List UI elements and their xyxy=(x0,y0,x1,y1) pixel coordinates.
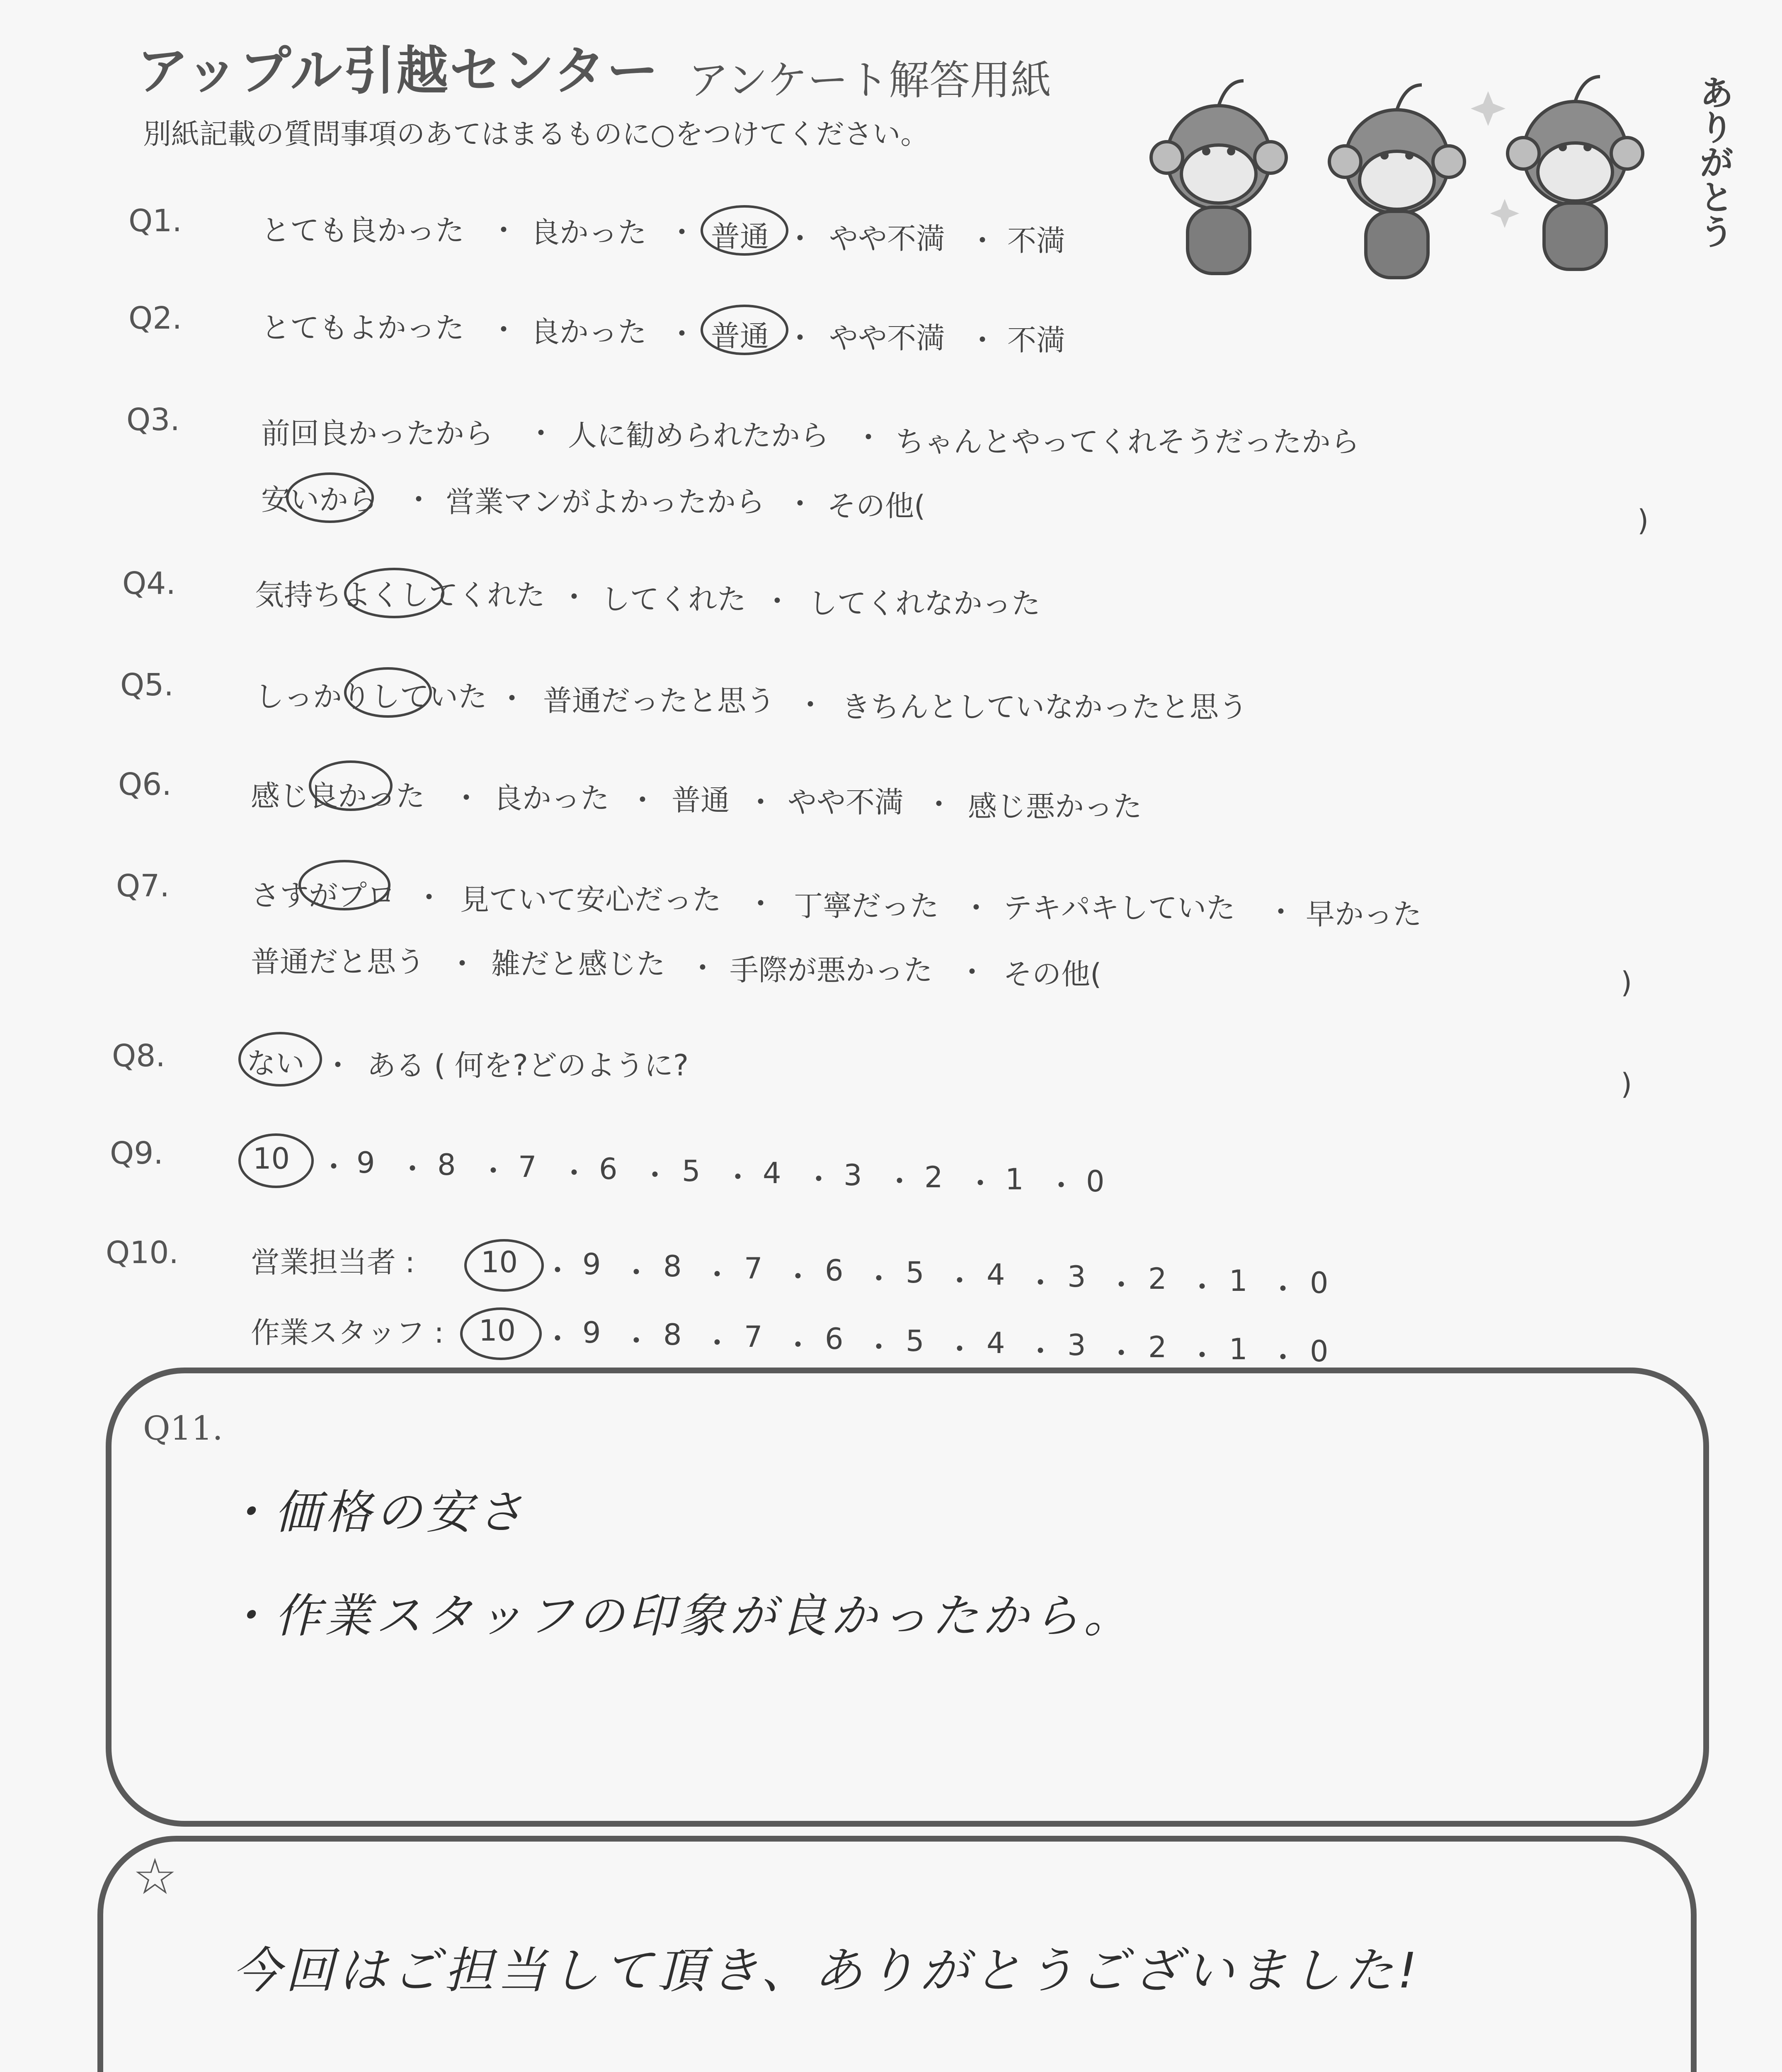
q3-close-paren: ) xyxy=(1637,503,1649,537)
q6-label: Q6. xyxy=(118,767,172,802)
instruction-text: 別紙記載の質問事項のあてはまるものに○をつけてください。 xyxy=(143,118,929,151)
q10-sales-score[interactable]: 0 xyxy=(1310,1266,1329,1300)
q10-staff-score-selected[interactable]: 10 xyxy=(479,1314,516,1348)
q3-option-selected[interactable]: 安いから xyxy=(261,483,377,517)
q2-separator: ・ xyxy=(786,321,815,355)
q9-separator: ・ xyxy=(966,1167,995,1201)
q8-option[interactable]: ある ( 何を?どのように? xyxy=(367,1048,689,1082)
q10-separator: ・ xyxy=(1268,1272,1297,1306)
q3-separator: ・ xyxy=(854,421,883,455)
q6-option[interactable]: 感じ悪かった xyxy=(968,789,1142,823)
q7-separator: ・ xyxy=(448,947,477,981)
q7-option[interactable]: 早かった xyxy=(1306,897,1422,931)
q7-close-paren: ) xyxy=(1621,966,1632,1000)
q2-separator: ・ xyxy=(667,317,696,351)
selection-circle xyxy=(238,1032,322,1087)
q10-staff-score[interactable]: 2 xyxy=(1148,1330,1167,1364)
q10-separator: ・ xyxy=(864,1262,893,1296)
q3-option[interactable]: 営業マンがよかったから xyxy=(446,485,765,519)
q10-staff-score[interactable]: 3 xyxy=(1067,1328,1086,1362)
q1-option[interactable]: とても良かった xyxy=(261,213,464,247)
q1-separator: ・ xyxy=(786,222,815,256)
q1-option[interactable]: 不満 xyxy=(1007,224,1065,258)
q1-separator: ・ xyxy=(968,224,997,258)
q10-sales-score[interactable]: 7 xyxy=(744,1251,763,1285)
q10-sales-score[interactable]: 2 xyxy=(1148,1262,1167,1296)
q10-separator: ・ xyxy=(945,1332,974,1366)
q10-sales-score[interactable]: 1 xyxy=(1229,1264,1248,1298)
q11-answer-line-1: ・価格の安さ xyxy=(224,1486,527,1539)
q1-option[interactable]: 良かった xyxy=(531,215,647,249)
q10-separator: ・ xyxy=(945,1264,974,1298)
q7-option[interactable]: 手際が悪かった xyxy=(730,953,933,987)
q3-separator: ・ xyxy=(404,483,433,517)
q10-staff-score[interactable]: 0 xyxy=(1310,1334,1329,1368)
q9-separator: ・ xyxy=(319,1150,348,1184)
q7-separator: ・ xyxy=(962,891,991,925)
q4-option[interactable]: してくれなかった xyxy=(808,586,1040,620)
q7-option[interactable]: 見ていて安心だった xyxy=(460,883,721,917)
q7-option[interactable]: 普通だと思う xyxy=(251,945,425,979)
q10-separator: ・ xyxy=(703,1326,732,1360)
q9-score[interactable]: 0 xyxy=(1086,1164,1105,1198)
q9-separator: ・ xyxy=(479,1154,508,1188)
q9-score-selected[interactable]: 10 xyxy=(253,1142,290,1176)
form-title: アンケート解答用紙 xyxy=(688,57,1052,104)
q10-sales-score[interactable]: 4 xyxy=(987,1258,1005,1292)
q1-separator: ・ xyxy=(489,213,518,247)
q3-option-other[interactable]: その他( xyxy=(827,489,926,523)
q7-separator: ・ xyxy=(415,881,444,915)
q10-separator: ・ xyxy=(703,1258,732,1292)
q9-score[interactable]: 8 xyxy=(437,1148,456,1182)
q10-separator: ・ xyxy=(1188,1339,1217,1372)
q6-option[interactable]: やや不満 xyxy=(788,785,904,819)
q10-separator: ・ xyxy=(1026,1334,1055,1368)
q4-option[interactable]: してくれた xyxy=(601,582,746,616)
q2-separator: ・ xyxy=(489,313,518,347)
q7-separator: ・ xyxy=(746,887,775,921)
q9-separator: ・ xyxy=(398,1152,427,1186)
q9-separator: ・ xyxy=(723,1160,752,1194)
q7-separator: ・ xyxy=(1266,895,1295,929)
q10-sales-score[interactable]: 5 xyxy=(906,1256,924,1290)
selection-circle xyxy=(298,860,390,910)
q3-label: Q3. xyxy=(126,402,180,438)
q3-option[interactable]: 前回良かったから xyxy=(261,416,493,450)
q10-staff-score[interactable]: 4 xyxy=(987,1326,1005,1360)
q10-staff-score[interactable]: 6 xyxy=(825,1322,844,1356)
q7-option-selected[interactable]: さすがプロ xyxy=(251,879,396,913)
q9-score[interactable]: 6 xyxy=(599,1152,618,1186)
q11-label: Q11. xyxy=(143,1409,223,1447)
q7-separator: ・ xyxy=(958,955,987,989)
q10-staff-score[interactable]: 5 xyxy=(906,1324,924,1358)
q10-staff-score[interactable]: 7 xyxy=(744,1320,763,1354)
selection-circle xyxy=(344,667,432,718)
q6-separator: ・ xyxy=(746,785,775,819)
selection-circle xyxy=(286,472,374,523)
q6-option-selected[interactable]: 感じ良かった xyxy=(251,779,425,813)
q8-separator: ・ xyxy=(323,1048,352,1082)
q2-option[interactable]: やや不満 xyxy=(829,321,945,355)
q10-staff-label: 作業スタッフ : xyxy=(251,1316,444,1350)
q9-score[interactable]: 1 xyxy=(1005,1162,1024,1196)
q10-separator: ・ xyxy=(1188,1270,1217,1304)
q10-label: Q10. xyxy=(106,1235,179,1271)
q2-option[interactable]: 良かった xyxy=(531,315,647,349)
q9-label: Q9. xyxy=(110,1135,163,1171)
q9-score[interactable]: 7 xyxy=(518,1150,537,1184)
q7-option[interactable]: テキパキしていた xyxy=(1003,891,1235,925)
q10-separator: ・ xyxy=(864,1330,893,1364)
selection-circle xyxy=(701,205,788,256)
q9-score[interactable]: 2 xyxy=(924,1160,943,1194)
q5-label: Q5. xyxy=(120,667,174,703)
q10-separator: ・ xyxy=(543,1254,572,1288)
mascot-thanks-text: ありがとう xyxy=(1694,75,1734,249)
q6-option[interactable]: 普通 xyxy=(672,783,730,817)
q10-separator: ・ xyxy=(622,1324,651,1358)
company-name: アップル引越センター xyxy=(137,41,660,101)
q7-separator: ・ xyxy=(688,951,717,985)
selection-circle xyxy=(344,568,444,618)
q5-option[interactable]: 普通だったと思う xyxy=(543,684,775,718)
q9-separator: ・ xyxy=(560,1156,589,1190)
q7-option[interactable]: 丁寧だった xyxy=(794,889,939,923)
q3-option[interactable]: ちゃんとやってくれそうだったから xyxy=(895,425,1360,459)
q2-option-selected[interactable]: 普通 xyxy=(711,319,769,353)
q10-sales-score[interactable]: 6 xyxy=(825,1254,844,1288)
q7-option-other[interactable]: その他( xyxy=(1003,957,1102,991)
q8-option-selected[interactable]: ない xyxy=(247,1046,305,1080)
comment-text: 今回はご担当して頂き、ありがとうございました! xyxy=(232,1942,1421,1999)
q2-option[interactable]: 不満 xyxy=(1007,323,1065,357)
q2-label: Q2. xyxy=(128,300,182,336)
q10-separator: ・ xyxy=(783,1328,812,1362)
q4-separator: ・ xyxy=(560,580,589,614)
q6-separator: ・ xyxy=(452,781,481,815)
q10-separator: ・ xyxy=(1107,1336,1136,1370)
q1-option-selected[interactable]: 普通 xyxy=(711,220,769,254)
q10-separator: ・ xyxy=(783,1260,812,1294)
q9-separator: ・ xyxy=(640,1158,669,1192)
q9-separator: ・ xyxy=(804,1162,833,1196)
q9-separator: ・ xyxy=(1047,1169,1076,1203)
q7-label: Q7. xyxy=(116,868,170,904)
q9-separator: ・ xyxy=(885,1164,914,1198)
q1-option[interactable]: やや不満 xyxy=(829,222,945,256)
q1-separator: ・ xyxy=(667,215,696,249)
q3-option[interactable]: 人に勧められたから xyxy=(568,419,829,453)
q3-separator: ・ xyxy=(526,416,555,450)
star-icon: ☆ xyxy=(133,1848,177,1906)
q10-sales-score[interactable]: 3 xyxy=(1067,1260,1086,1294)
q10-sales-score-selected[interactable]: 10 xyxy=(481,1245,518,1279)
q2-separator: ・ xyxy=(968,323,997,357)
q8-close-paren: ) xyxy=(1621,1067,1632,1101)
q5-option-selected[interactable]: しっかりしていた xyxy=(255,680,487,714)
q3-separator: ・ xyxy=(786,487,815,521)
q8-label: Q8. xyxy=(112,1038,165,1074)
q9-score[interactable]: 3 xyxy=(844,1158,862,1192)
q10-separator: ・ xyxy=(543,1322,572,1356)
q11-answer-line-2: ・作業スタッフの印象が良かったから。 xyxy=(224,1589,1134,1643)
q10-separator: ・ xyxy=(1026,1266,1055,1300)
selection-circle xyxy=(309,760,393,811)
q5-separator: ・ xyxy=(497,682,526,716)
q10-separator: ・ xyxy=(622,1256,651,1290)
q6-separator: ・ xyxy=(924,787,953,821)
q9-score[interactable]: 9 xyxy=(356,1146,375,1180)
q6-separator: ・ xyxy=(628,783,657,817)
q1-label: Q1. xyxy=(128,203,182,239)
q7-option[interactable]: 雑だと感じた xyxy=(491,947,665,981)
q2-option[interactable]: とてもよかった xyxy=(261,311,464,345)
q10-staff-score[interactable]: 8 xyxy=(663,1318,682,1352)
q10-sales-score[interactable]: 9 xyxy=(582,1247,601,1281)
q10-staff-score[interactable]: 1 xyxy=(1229,1332,1248,1366)
q10-sales-label: 営業担当者 : xyxy=(251,1245,415,1279)
q10-separator: ・ xyxy=(1107,1268,1136,1302)
q5-separator: ・ xyxy=(796,688,825,722)
selection-circle xyxy=(701,305,788,355)
q6-option[interactable]: 良かった xyxy=(493,781,609,815)
q9-score[interactable]: 4 xyxy=(763,1156,781,1190)
q10-separator: ・ xyxy=(1268,1341,1297,1375)
q4-option-selected[interactable]: 気持ちよくしてくれた xyxy=(255,578,545,612)
q5-option[interactable]: きちんとしていなかったと思う xyxy=(841,690,1248,724)
q4-separator: ・ xyxy=(763,584,792,618)
monkey-mascots-illustration xyxy=(1148,62,1729,286)
q10-staff-score[interactable]: 9 xyxy=(582,1316,601,1350)
q9-score[interactable]: 5 xyxy=(682,1154,701,1188)
q10-sales-score[interactable]: 8 xyxy=(663,1249,682,1283)
q4-label: Q4. xyxy=(122,566,176,601)
